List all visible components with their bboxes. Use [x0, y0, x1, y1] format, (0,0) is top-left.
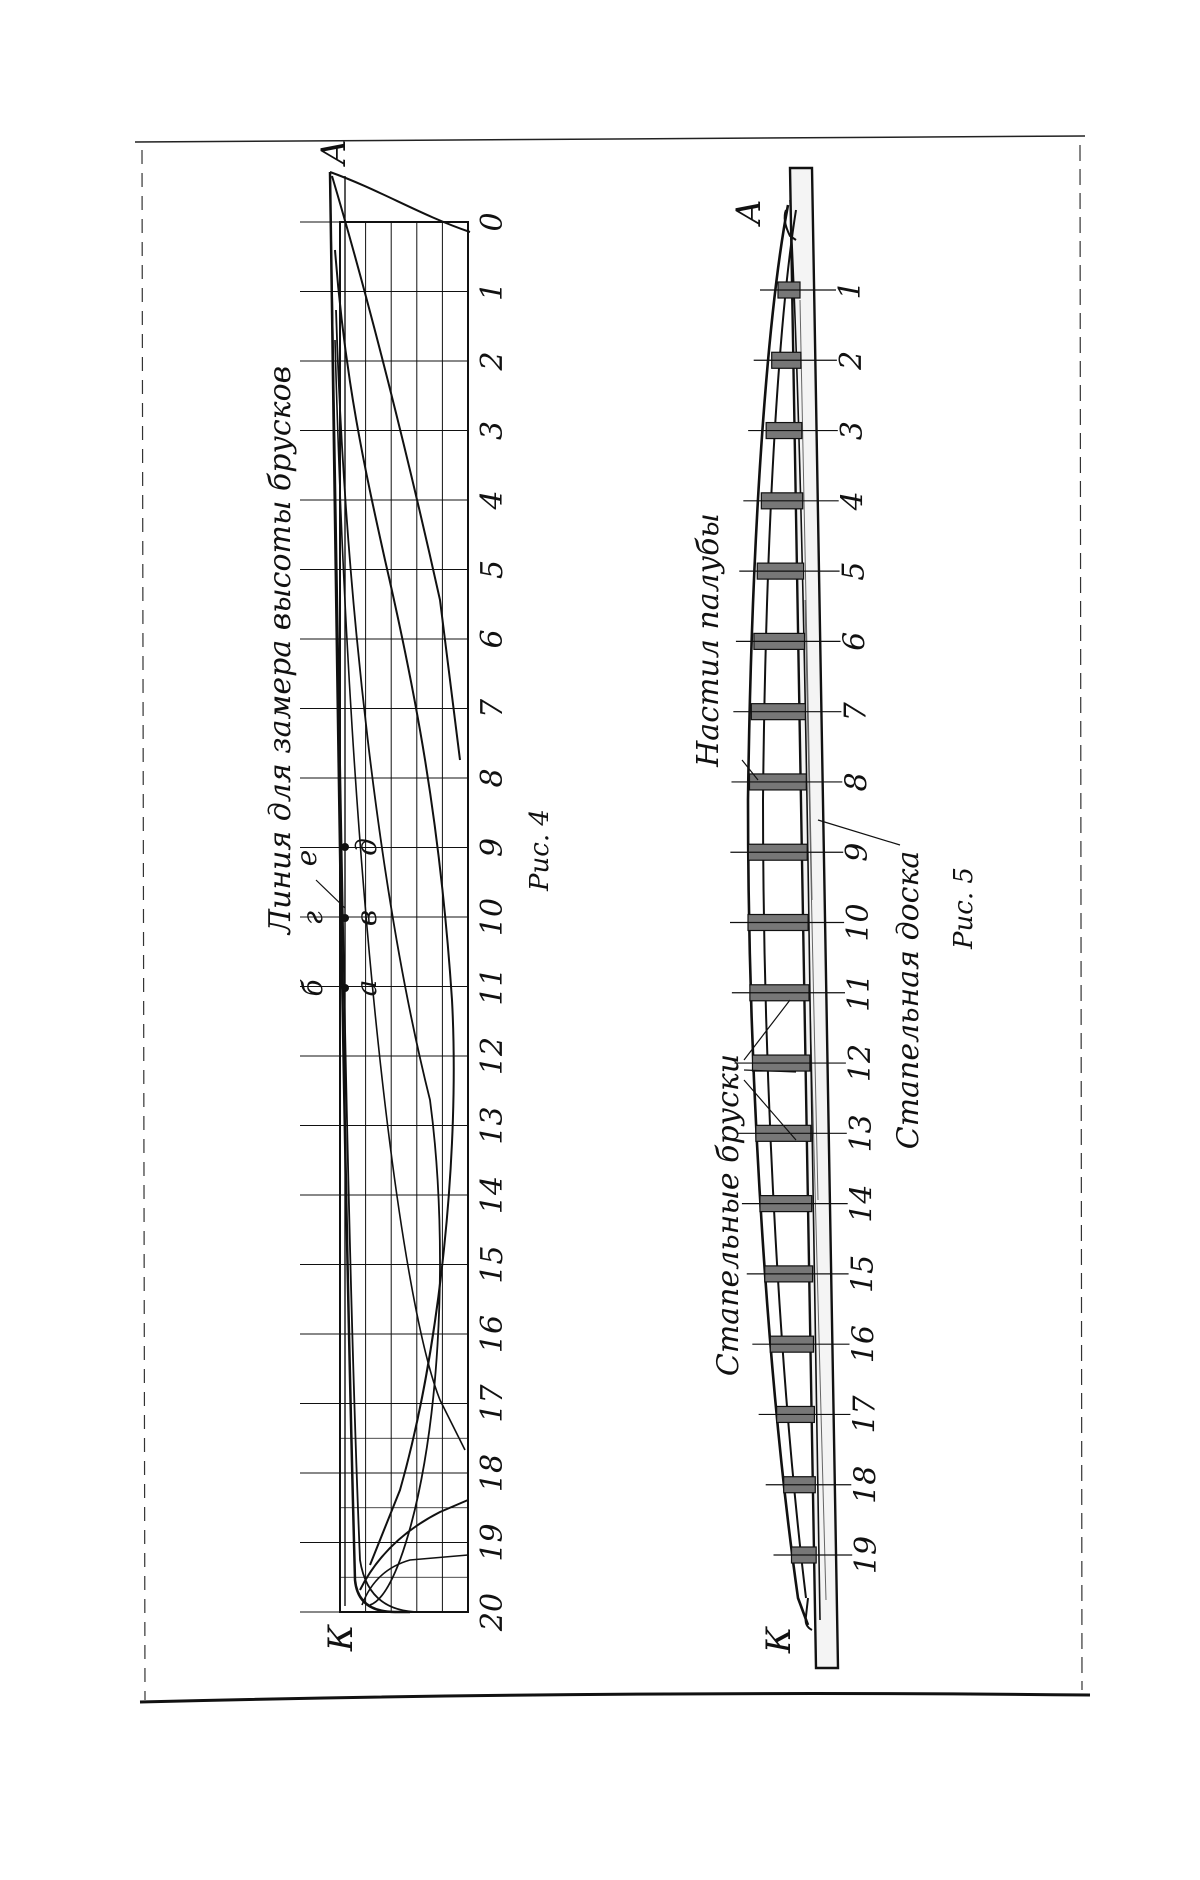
frame-bottom-edge: [140, 1694, 1090, 1702]
bar-number: 2: [833, 350, 869, 370]
bar-number: 1: [833, 280, 868, 300]
station-number: 11: [475, 967, 510, 1006]
station-number: 9: [475, 837, 510, 858]
bar-number: 16: [846, 1325, 882, 1364]
keel-curve: [335, 340, 465, 1450]
station-number: 1: [475, 281, 510, 302]
bar-number: 18: [848, 1465, 884, 1504]
bar-number: 7: [838, 702, 874, 722]
figure-5-caption: Рис. 5: [949, 867, 979, 949]
bar-number: 15: [845, 1254, 881, 1293]
bar-number: 11: [842, 973, 877, 1012]
figure-4-caption: Рис. 4: [525, 809, 555, 891]
point-label-g: г: [296, 910, 329, 926]
station-number: 5: [475, 559, 510, 580]
station-number: 18: [475, 1453, 510, 1493]
point-marker-11: [341, 984, 349, 992]
point-marker-10: [341, 914, 349, 922]
bow-label-a-5: A: [729, 199, 769, 225]
bar-number: 4: [835, 491, 871, 511]
figure-4-lines-drawing: [263, 140, 555, 1652]
bar-number: 3: [834, 421, 870, 441]
station-number: 3: [475, 420, 510, 441]
station-number: 0: [475, 212, 510, 232]
point-marker-9: [341, 843, 349, 851]
bar-number: 17: [847, 1395, 883, 1434]
station-number: 12: [475, 1036, 510, 1076]
station-number: 20: [475, 1592, 510, 1632]
bar-number: 8: [839, 772, 875, 792]
station-number: 6: [475, 629, 510, 649]
point-label-a: а: [350, 979, 383, 997]
bar-number: 6: [837, 631, 873, 651]
bar-number: 12: [842, 1043, 878, 1083]
station-number: 15: [475, 1245, 510, 1284]
board-leader: [818, 820, 900, 845]
bar-number: 10: [841, 903, 877, 942]
stern-fitting: [806, 1598, 812, 1630]
point-label-d: д: [350, 838, 383, 856]
station-number: 13: [475, 1106, 510, 1145]
bar-number: 13: [843, 1114, 879, 1153]
bow-label-a: A: [314, 139, 354, 165]
bar-number: 9: [840, 842, 876, 862]
stern-label-k: К: [321, 1624, 361, 1652]
station-number: 19: [475, 1523, 510, 1562]
station-number: 14: [475, 1175, 510, 1215]
bar-station-numbers: [833, 280, 884, 1574]
station-number: 2: [475, 351, 510, 371]
bar-number: 14: [844, 1184, 880, 1223]
frame-top-edge: [135, 136, 1085, 142]
point-label-v: в: [350, 909, 383, 927]
hull-sheer-curve: [330, 180, 420, 1612]
point-label-b: б: [296, 979, 329, 997]
waterline-curve-1: [332, 176, 460, 760]
slipway-bars-label: Стапельные бруски: [711, 1053, 746, 1377]
bar-number: 19: [849, 1535, 885, 1575]
station-number: 8: [475, 768, 510, 788]
deck-plating-label: Настил палубы: [691, 513, 726, 767]
slipway-board-label: Стапельная доска: [891, 850, 926, 1150]
measure-line-title: Линия для замера высоты брусков: [263, 365, 298, 935]
station-number: 10: [475, 897, 510, 937]
station-number: 16: [475, 1314, 510, 1354]
figure-5-slipway-drawing: [691, 168, 979, 1668]
station-numbers: [475, 212, 510, 1632]
station-number: 17: [475, 1384, 510, 1423]
point-label-e: е: [290, 849, 323, 867]
frame-right-edge: [1080, 145, 1082, 1690]
bar-number: 5: [836, 561, 872, 581]
stern-label-k-5: К: [759, 1626, 799, 1654]
frame-left-edge: [142, 150, 145, 1700]
station-number: 7: [475, 698, 510, 719]
station-number: 4: [475, 490, 510, 510]
